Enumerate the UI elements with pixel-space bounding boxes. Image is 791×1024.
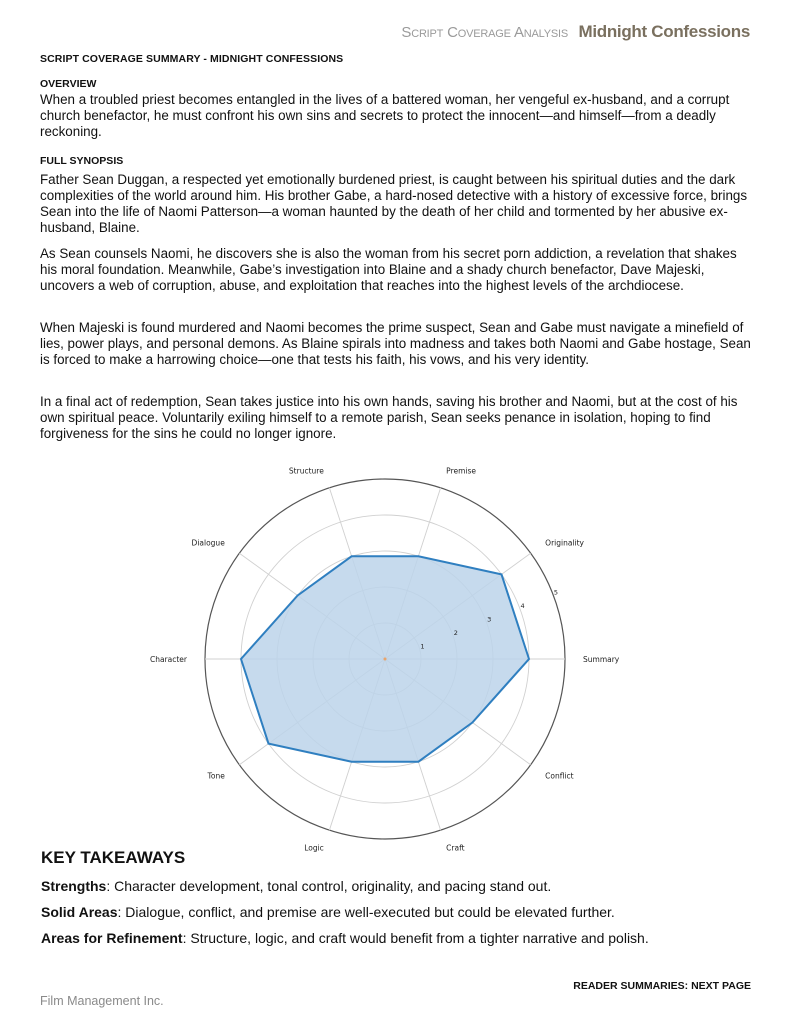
document-title: SCRIPT COVERAGE SUMMARY - MIDNIGHT CONFESSIONS: [40, 53, 344, 65]
overview-text: When a troubled priest becomes entangled in the lives of a battered woman, her vengeful ex-husband, and a corrupt church benefactor, he must confront his own sins and secrets to protect the innocent—and himself—from a deadly reckoning.: [40, 92, 730, 139]
radar-category-label: Premise: [446, 466, 477, 476]
company-name: Film Management Inc.: [40, 994, 164, 1008]
radar-tick-label: 1: [420, 642, 425, 651]
radar-tick-label: 2: [453, 629, 458, 638]
radar-category-label: Logic: [304, 843, 324, 853]
radar-tick-label: 4: [520, 602, 525, 611]
takeaway-solid-areas: Solid Areas: Dialogue, conflict, and premise are well-executed but could be elevated further.: [41, 904, 615, 920]
header-subtitle: Script Coverage Analysis: [401, 24, 568, 41]
takeaway-label: Solid Areas: [41, 904, 118, 920]
synopsis-paragraph-3: When Majeski is found murdered and Naomi becomes the prime suspect, Sean and Gabe must navigate a minefield of lies, power plays, and personal demons. As Blaine spirals into madness and takes both Naomi and Gabe hostage, Sean is forced to make a harrowing choice—one that tests his faith, his vows, and his very identity.: [40, 320, 751, 367]
page-header: [401, 22, 750, 42]
radar-tick-label: 5: [553, 588, 559, 597]
synopsis-paragraph-2: As Sean counsels Naomi, he discovers she is also the woman from his secret porn addiction, a revelation that shakes his moral foundation. Meanwhile, Gabe’s investigation into Blaine and a shady church benefactor, Dave Majeski, uncovers a web of corruption, abuse, and exploitation that reaches into the highest levels of the archdiocese.: [40, 246, 737, 293]
takeaway-text: Structure, logic, and craft would benefit from a tighter narrative and polish.: [186, 930, 649, 946]
synopsis-paragraph-4: In a final act of redemption, Sean takes justice into his own hands, saving his brother and Naomi, but at the cost of his own spiritual peace. Voluntarily exiling himself to a remote parish, Sean seeks penance in isolation, hoping to find forgiveness for the sins he could no longer ignore.: [40, 394, 738, 441]
takeaway-text: Character development, tonal control, originality, and pacing stand out.: [110, 878, 552, 894]
synopsis-paragraph-1: Father Sean Duggan, a respected yet emotionally burdened priest, is caught between his spiritual duties and the dark complexities of the world around him. His brother Gabe, a hard-nosed detective with a history of excessive force, brings Sean into the life of Naomi Patterson—a woman haunted by the death of her child and tormented by her abusive ex-husband, Blaine.: [40, 172, 748, 235]
radar-category-label: Summary: [583, 655, 620, 664]
takeaway-strengths: Strengths: Character development, tonal control, originality, and pacing stand out.: [41, 878, 552, 894]
header-title: Midnight Confessions: [578, 22, 750, 41]
radar-category-label: Character: [149, 655, 187, 664]
takeaway-text: Dialogue, conflict, and premise are well-executed but could be elevated further.: [121, 904, 615, 920]
takeaway-label: Areas for Refinement: [41, 930, 183, 946]
key-takeaways-heading: KEY TAKEAWAYS: [41, 848, 186, 867]
overview-label: OVERVIEW: [40, 78, 97, 90]
radar-category-label: Craft: [446, 843, 465, 853]
radar-chart: [149, 460, 620, 853]
radar-category-label: Conflict: [545, 771, 574, 781]
radar-category-label: Tone: [207, 771, 225, 781]
next-page-note: READER SUMMARIES: NEXT PAGE: [573, 980, 751, 992]
radar-center: [384, 658, 387, 661]
radar-category-label: Structure: [288, 466, 324, 476]
radar-category-label: Originality: [545, 538, 584, 548]
radar-category-label: Dialogue: [191, 538, 225, 548]
takeaway-label: Strengths: [41, 878, 107, 894]
radar-tick-label: 3: [487, 615, 492, 624]
synopsis-label: FULL SYNOPSIS: [40, 155, 124, 167]
takeaway-refinement: Areas for Refinement: Structure, logic, and craft would benefit from a tighter narrative and polish.: [41, 930, 649, 946]
